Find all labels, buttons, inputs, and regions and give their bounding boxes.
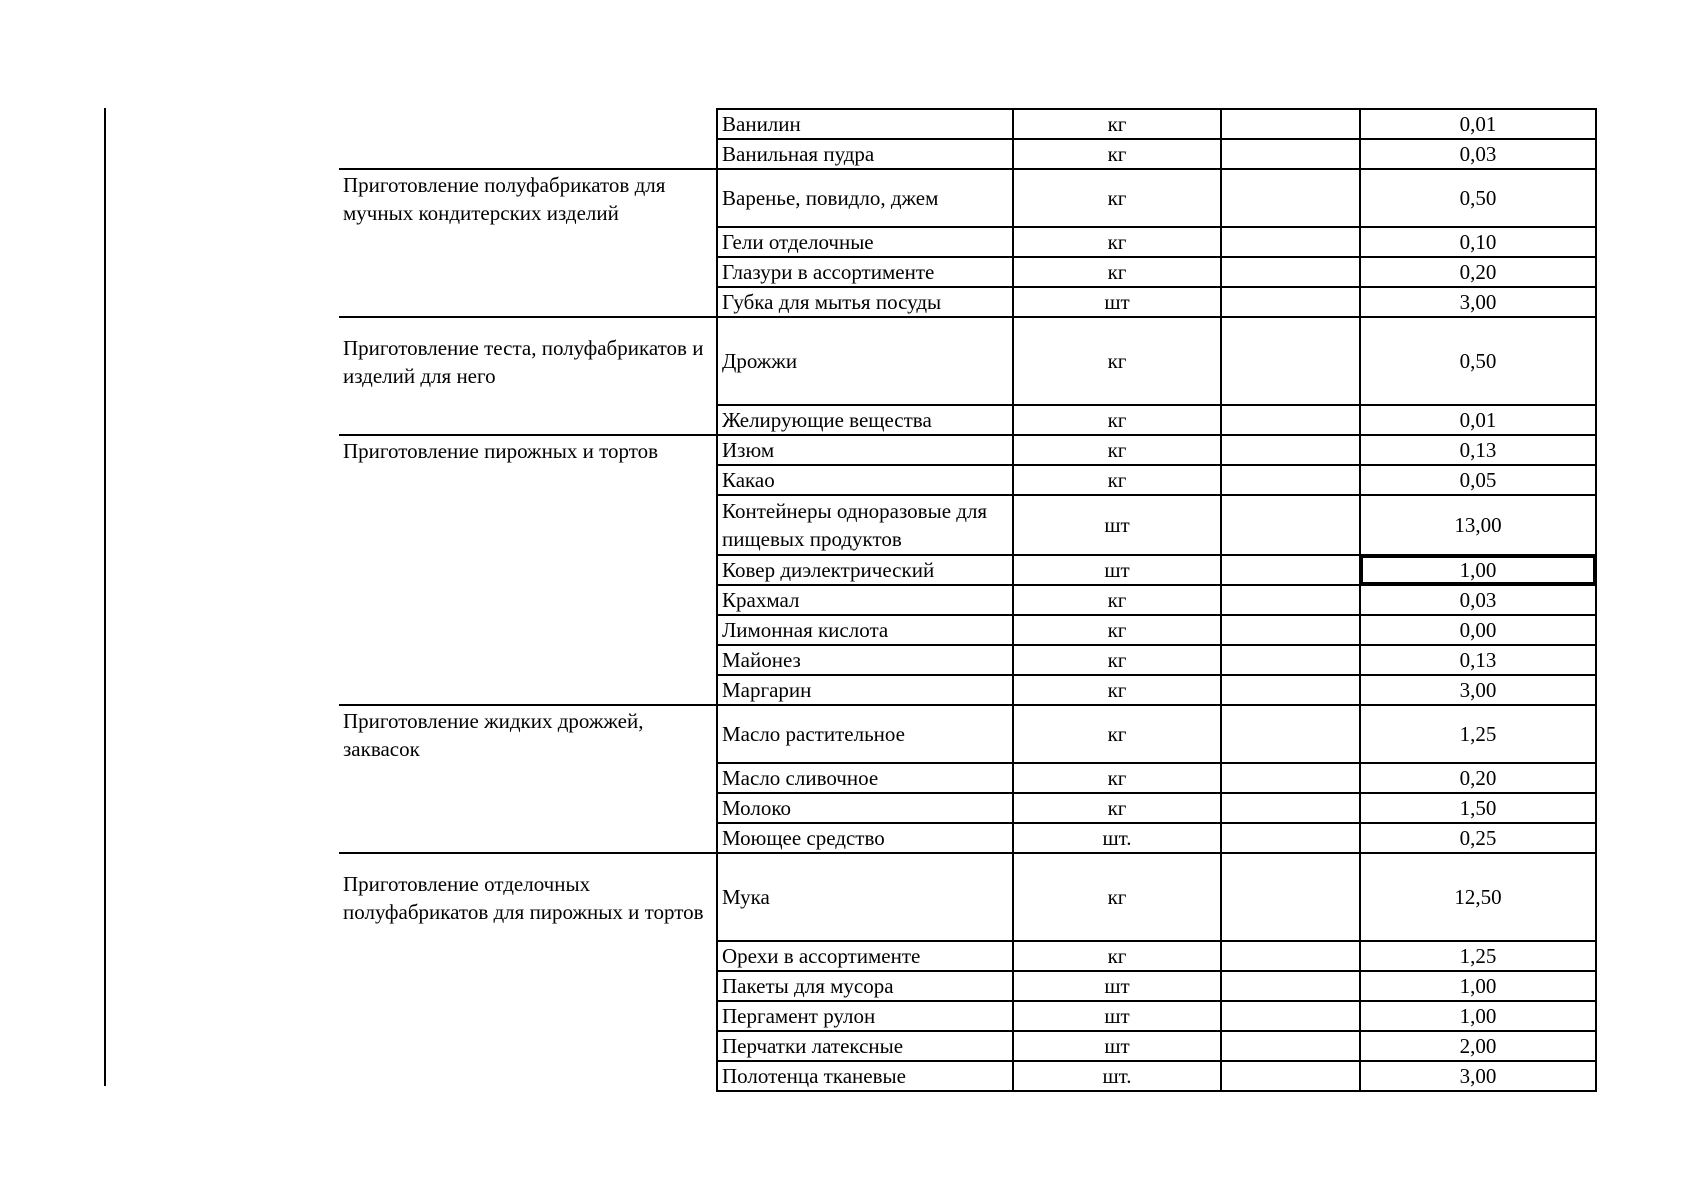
quantity-cell[interactable]: 3,00 [1360,1061,1596,1091]
operation-cell: Приготовление отделочных полуфабрикатов для пирожных и тортов [339,853,717,941]
empty-cell [1221,1031,1360,1061]
unit-cell: шт. [1013,1061,1221,1091]
table-row [339,853,1596,941]
item-name-cell: Ванильная пудра [717,139,1013,169]
item-name-cell: Дрожжи [717,317,1013,405]
table-row [339,585,1596,615]
item-name-cell: Маргарин [717,675,1013,705]
quantity-cell[interactable]: 0,01 [1360,405,1596,435]
empty-cell [1221,257,1360,287]
quantity-cell[interactable]: 3,00 [1360,287,1596,317]
empty-cell [1221,435,1360,465]
table-row [339,287,1596,317]
operation-cell [339,793,717,823]
empty-cell [1221,227,1360,257]
unit-cell: шт [1013,555,1221,585]
empty-cell [1221,585,1360,615]
empty-cell [1221,615,1360,645]
operation-cell [339,615,717,645]
empty-cell [1221,465,1360,495]
operation-cell [339,495,717,555]
operation-cell [339,109,717,139]
empty-cell [1221,109,1360,139]
empty-cell [1221,853,1360,941]
item-name-cell: Варенье, повидло, джем [717,169,1013,227]
quantity-cell[interactable]: 0,50 [1360,169,1596,227]
operation-cell [339,971,717,1001]
empty-cell [1221,1061,1360,1091]
operation-cell [339,1031,717,1061]
operation-cell [339,465,717,495]
item-name-cell: Крахмал [717,585,1013,615]
unit-cell: кг [1013,169,1221,227]
operation-cell [339,287,717,317]
item-name-cell: Губка для мытья посуды [717,287,1013,317]
item-name-cell: Ванилин [717,109,1013,139]
quantity-cell[interactable]: 1,50 [1360,793,1596,823]
table-row [339,793,1596,823]
table-row [339,1061,1596,1091]
unit-cell: шт [1013,287,1221,317]
operation-cell [339,823,717,853]
operation-cell [339,257,717,287]
table-row [339,705,1596,763]
item-name-cell: Перчатки латексные [717,1031,1013,1061]
operation-cell [339,555,717,585]
unit-cell: шт [1013,971,1221,1001]
table-row [339,675,1596,705]
empty-cell [1221,675,1360,705]
table-row [339,109,1596,139]
item-name-cell: Молоко [717,793,1013,823]
empty-cell [1221,763,1360,793]
unit-cell: кг [1013,853,1221,941]
operation-cell: Приготовление жидких дрожжей, заквасок [339,705,717,763]
unit-cell: кг [1013,763,1221,793]
operation-cell: Приготовление полуфабрикатов для мучных кондитерских изделий [339,169,717,227]
quantity-cell[interactable]: 1,00 [1360,1001,1596,1031]
quantity-cell[interactable]: 1,25 [1360,705,1596,763]
empty-cell [1221,823,1360,853]
quantity-cell[interactable]: 0,00 [1360,615,1596,645]
item-name-cell: Мука [717,853,1013,941]
unit-cell: кг [1013,645,1221,675]
unit-cell: кг [1013,317,1221,405]
unit-cell: кг [1013,435,1221,465]
item-name-cell: Орехи в ассортименте [717,941,1013,971]
unit-cell: кг [1013,405,1221,435]
table-row [339,317,1596,405]
table-row [339,169,1596,227]
empty-cell [1221,555,1360,585]
quantity-cell[interactable]: 0,10 [1360,227,1596,257]
unit-cell: кг [1013,675,1221,705]
table-row [339,465,1596,495]
quantity-cell[interactable]: 1,00 [1360,971,1596,1001]
quantity-cell[interactable]: 1,25 [1360,941,1596,971]
operation-cell [339,763,717,793]
quantity-cell[interactable]: 0,01 [1360,109,1596,139]
table-row [339,941,1596,971]
table-row [339,555,1596,585]
operation-cell [339,585,717,615]
operation-cell [339,645,717,675]
operation-cell: Приготовление теста, полуфабрикатов и изделий для него [339,317,717,405]
unit-cell: шт [1013,1001,1221,1031]
table-row [339,139,1596,169]
quantity-cell[interactable]: 3,00 [1360,675,1596,705]
table-row [339,495,1596,555]
quantity-cell[interactable]: 0,03 [1360,139,1596,169]
unit-cell: кг [1013,257,1221,287]
empty-cell [1221,705,1360,763]
item-name-cell: Пергамент рулон [717,1001,1013,1031]
operation-cell [339,139,717,169]
empty-cell [1221,793,1360,823]
item-name-cell: Глазури в ассортименте [717,257,1013,287]
empty-cell [1221,287,1360,317]
table-row [339,971,1596,1001]
quantity-cell[interactable]: 12,50 [1360,853,1596,941]
quantity-cell[interactable]: 13,00 [1360,495,1596,555]
quantity-cell[interactable]: 0,20 [1360,763,1596,793]
unit-cell: кг [1013,615,1221,645]
materials-table [339,108,1597,1092]
table-row [339,405,1596,435]
table-row [339,1001,1596,1031]
item-name-cell: Моющее средство [717,823,1013,853]
empty-cell [1221,1001,1360,1031]
unit-cell: кг [1013,465,1221,495]
operation-cell [339,227,717,257]
empty-cell [1221,495,1360,555]
empty-cell [1221,139,1360,169]
table-row [339,763,1596,793]
item-name-cell: Полотенца тканевые [717,1061,1013,1091]
quantity-cell[interactable]: 0,50 [1360,317,1596,405]
selected-quantity-cell[interactable]: 1,00 [1360,555,1596,585]
unit-cell: кг [1013,793,1221,823]
left-border-line [104,108,106,1086]
empty-cell [1221,971,1360,1001]
operation-cell: Приготовление пирожных и тортов [339,435,717,465]
quantity-cell[interactable]: 0,13 [1360,645,1596,675]
empty-cell [1221,645,1360,675]
item-name-cell: Лимонная кислота [717,615,1013,645]
unit-cell: кг [1013,941,1221,971]
unit-cell: кг [1013,227,1221,257]
item-name-cell: Гели отделочные [717,227,1013,257]
item-name-cell: Желирующие вещества [717,405,1013,435]
unit-cell: кг [1013,109,1221,139]
empty-cell [1221,169,1360,227]
item-name-cell: Масло сливочное [717,763,1013,793]
quantity-cell[interactable]: 0,13 [1360,435,1596,465]
item-name-cell: Ковер диэлектрический [717,555,1013,585]
unit-cell: шт [1013,495,1221,555]
operation-cell [339,675,717,705]
unit-cell: шт. [1013,823,1221,853]
unit-cell: кг [1013,705,1221,763]
quantity-cell[interactable]: 2,00 [1360,1031,1596,1061]
table-row [339,227,1596,257]
item-name-cell: Контейнеры одноразовые для пищевых продуктов [717,495,1013,555]
empty-cell [1221,405,1360,435]
unit-cell: кг [1013,585,1221,615]
quantity-cell[interactable]: 0,20 [1360,257,1596,287]
quantity-cell[interactable]: 0,03 [1360,585,1596,615]
empty-cell [1221,941,1360,971]
operation-cell [339,941,717,971]
quantity-cell[interactable]: 0,25 [1360,823,1596,853]
table-row [339,1031,1596,1061]
item-name-cell: Пакеты для мусора [717,971,1013,1001]
item-name-cell: Майонез [717,645,1013,675]
item-name-cell: Какао [717,465,1013,495]
operation-cell [339,405,717,435]
operation-cell [339,1001,717,1031]
item-name-cell: Масло растительное [717,705,1013,763]
table-row [339,823,1596,853]
quantity-cell[interactable]: 0,05 [1360,465,1596,495]
table-row [339,257,1596,287]
table-row [339,645,1596,675]
empty-cell [1221,317,1360,405]
materials-table-body [339,109,1596,1091]
item-name-cell: Изюм [717,435,1013,465]
unit-cell: шт [1013,1031,1221,1061]
table-row [339,435,1596,465]
table-row [339,615,1596,645]
unit-cell: кг [1013,139,1221,169]
operation-cell [339,1061,717,1091]
